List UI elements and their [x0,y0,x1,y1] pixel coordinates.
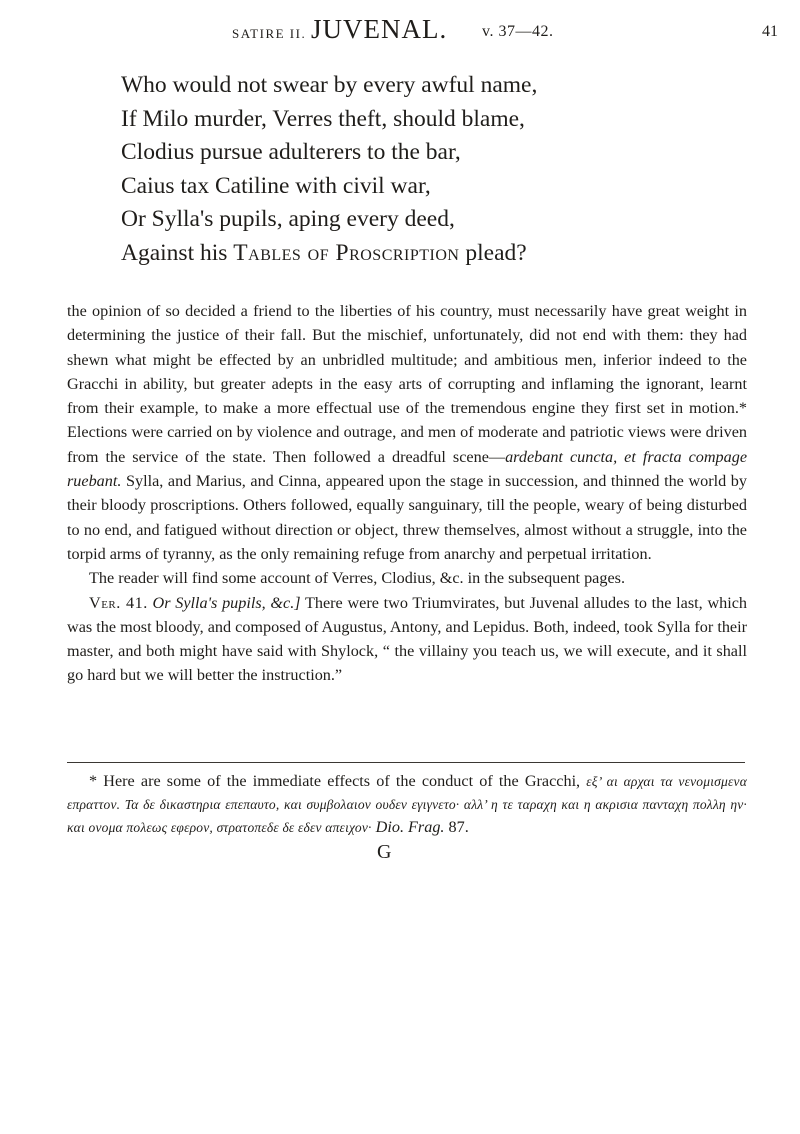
commentary-text: Sylla, and Marius, and Cinna, appeared upon the stage in succession, and thinned the world by their bloody proscriptions. Others followed, equally sanguinary, till the people, weary of being disturbed to no end, and fatigued without direction or object, threw themselves, almost without a struggle, into the torpid arms of tyranny, as the only remaining refuge from anarchy and perpetual irritation. [67,472,747,563]
running-header [0,14,800,54]
commentary-paragraph: The reader will find some account of Verres, Clodius, &c. in the subsequent pages. [89,569,625,588]
verse-line: Or Sylla's pupils, aping every deed, [121,206,455,232]
commentary-paragraph [67,299,747,566]
verse-line-last [121,237,741,271]
footnote-rule [67,762,745,763]
header-verses: v. 37—42. [482,23,554,40]
footnote-text: * Here are some of the immediate effects of the conduct of the Gracchi, [89,772,581,790]
verse-line: Caius tax Catiline with civil war, [121,172,431,199]
commentary [67,299,747,688]
verse-text: Against his [121,239,234,266]
footnote-paragraph [67,770,747,839]
greek-quotation: εξ’ αι αρχαι τα νενομισμενα επραττον. Τα δε δικαστηρια επεπαυτο, και συμβολαιον ουδεν εγιγνετο· αλλ’ η τε ταραχη και η ακρισια πανταχη πολλη ην· και ονομα πολεως εφερον, στρατοπεδε δε εδεν απειχον· [67,774,747,835]
verse-note [67,591,747,688]
verse-line: Who would not swear by every awful name, [121,72,538,98]
verse-reference: Ver. 41. [89,593,148,612]
poem-excerpt [121,69,741,270]
footnote [67,770,747,839]
verse-line: If Milo murder, Verres theft, should blame, [121,105,525,132]
note-text: There were two Triumvirates, but Juvenal alludes to the last, which was the most bloody, and composed of Augustus, Antony, and Lepidus. Both, indeed, took Sylla for their master, and both might have said with Shylock, “ the villainy you teach us, we will execute, and it shall go hard but we will better the instruction.” [67,593,747,685]
verse-line: Clodius pursue adulterers to the bar, [121,139,461,165]
latin-quotation: ardebant cuncta, et fracta compage ruebant. [67,447,748,491]
footnote-source: Dio. Frag. [375,818,445,836]
header-satire: SATIRE II. [232,26,307,41]
header-author: JUVENAL. [311,14,448,44]
footnote-source-number: 87. [444,818,469,836]
page-number: 41 [762,23,778,40]
lemma: Or Sylla's pupils, &c.] [152,593,301,612]
verse-text: plead? [459,239,527,266]
commentary-text: the opinion of so decided a friend to the liberties of his country, must necessarily have great weight in determining the justice of their fall. But the mischief, unfortunately, did not end with them: they had shewn what might be effected by an unbridled multitude; and ambitious men, inferior indeed to the Gracchi in ability, but greater adepts in the easy arts of corrupting and inflaming the ignorant, learnt from their example, to make a more effectual use of the tremendous engine they first set in motion.* Elections were carried on by violence and outrage, and men of moderate and patriotic views were driven from the service of the state. Then followed a dreadful scene— [67,302,747,466]
tables-of-proscription: Tables of Proscription [233,239,460,266]
signature-mark: G [377,841,392,863]
